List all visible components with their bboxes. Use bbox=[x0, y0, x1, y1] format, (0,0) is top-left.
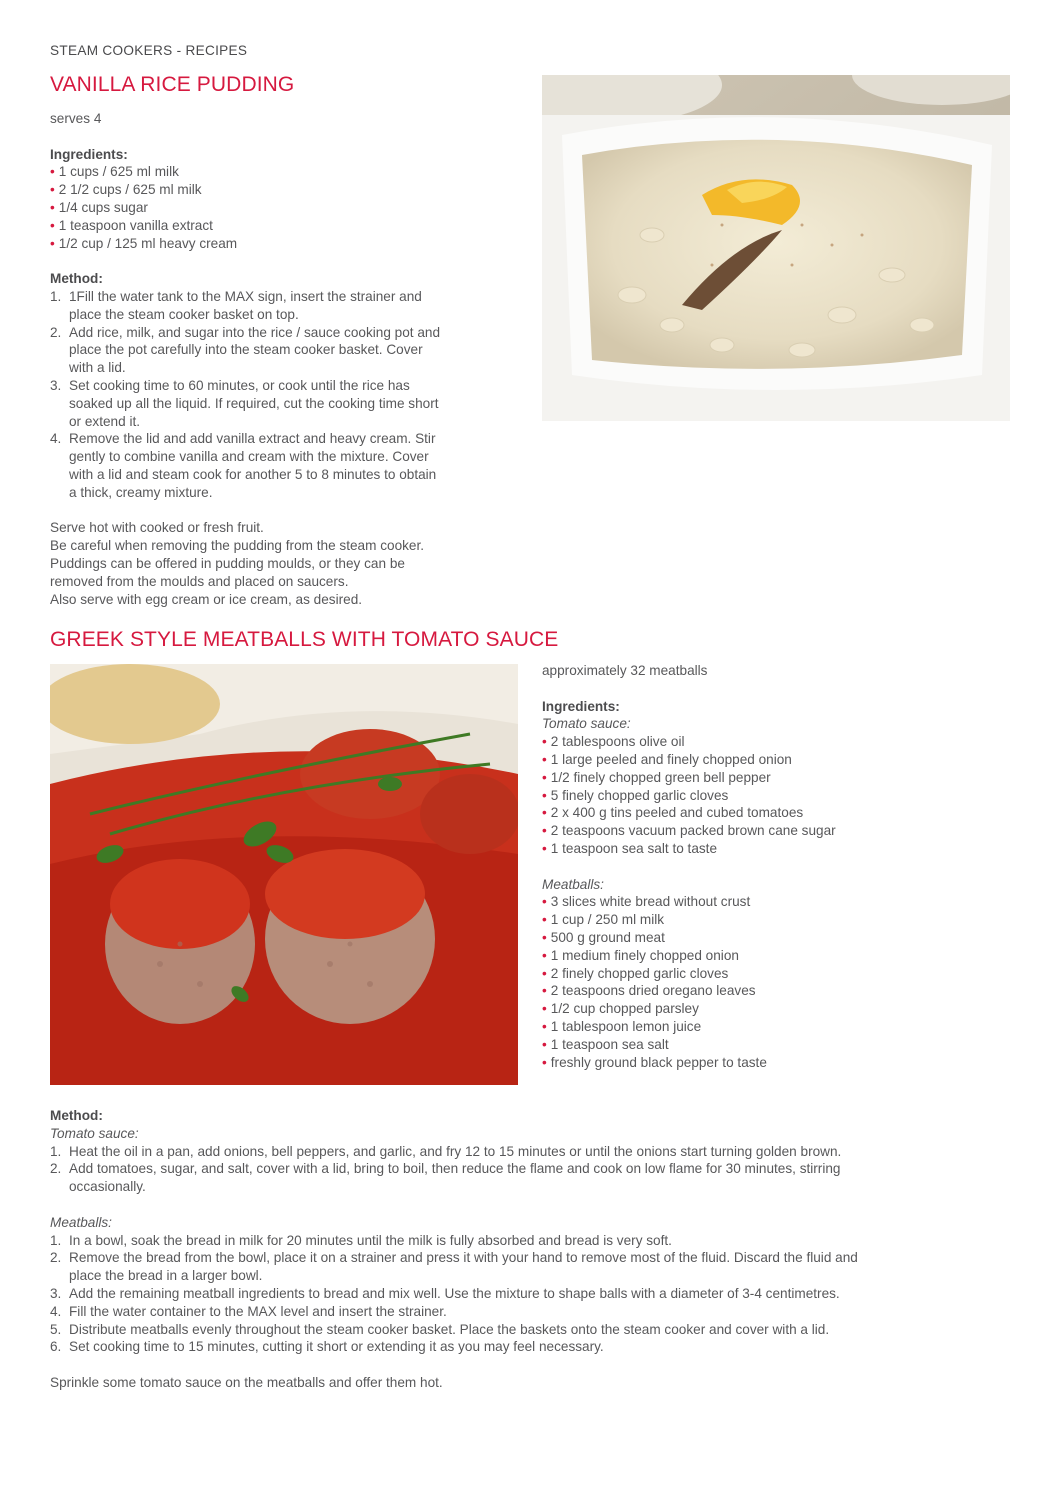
bullet-icon: • bbox=[542, 823, 547, 839]
method-meatballs-subheading: Meatballs: bbox=[50, 1214, 112, 1230]
ingredient-text: freshly ground black pepper to taste bbox=[550, 1054, 767, 1070]
ingredient-item bbox=[542, 787, 1012, 805]
step-text-line: a thick, creamy mixture. bbox=[69, 484, 213, 500]
ingredient-text: 2 teaspoons vacuum packed brown cane sugar bbox=[550, 823, 836, 839]
bullet-icon: • bbox=[542, 840, 547, 856]
step-text-line: Set cooking time to 15 minutes, cutting it short or extending it as you may feel necessary. bbox=[69, 1339, 604, 1355]
step-number: 3. bbox=[50, 377, 62, 393]
ingredient-text: 1 cups / 625 ml milk bbox=[58, 164, 179, 180]
ingredient-item bbox=[542, 1018, 1012, 1036]
bullet-icon: • bbox=[50, 217, 55, 233]
recipe-rice-pudding-body bbox=[50, 110, 520, 608]
ingredient-text: 1 cup / 250 ml milk bbox=[550, 912, 665, 928]
ingredient-item bbox=[50, 181, 520, 199]
note-line: removed from the moulds and placed on saucers. bbox=[50, 573, 349, 589]
ingredient-item bbox=[50, 163, 520, 181]
ingredient-text: 1/2 finely chopped green bell pepper bbox=[550, 769, 771, 785]
method-step bbox=[50, 1303, 1020, 1321]
ingredient-text: 1/2 cup / 125 ml heavy cream bbox=[58, 235, 238, 251]
step-text-line: place the pot carefully into the steam cooker basket. Cover bbox=[69, 342, 423, 358]
ingredient-item bbox=[542, 947, 1012, 965]
serves-text: serves 4 bbox=[50, 111, 102, 126]
recipe-meatballs-method bbox=[50, 1107, 1020, 1392]
step-number: 1. bbox=[50, 1232, 62, 1248]
bullet-icon: • bbox=[542, 769, 547, 785]
step-text-line: place the steam cooker basket on top. bbox=[69, 306, 299, 322]
ingredient-item bbox=[50, 235, 520, 253]
note-line: Be careful when removing the pudding from the steam cooker. bbox=[50, 538, 425, 554]
step-text-line: Add tomatoes, sugar, and salt, cover with a lid, bring to boil, then reduce the flame and cook on low flame for 30 minutes, stirring bbox=[69, 1161, 841, 1177]
bullet-icon: • bbox=[542, 787, 547, 803]
ingredient-text: 1 teaspoon sea salt bbox=[550, 1036, 669, 1052]
ingredient-text: 5 finely chopped garlic cloves bbox=[550, 787, 729, 803]
ingredient-item bbox=[50, 199, 520, 217]
ingredient-item bbox=[542, 893, 1012, 911]
step-number: 4. bbox=[50, 1303, 62, 1319]
ingredient-text: 3 slices white bread without crust bbox=[550, 894, 751, 910]
method-step bbox=[50, 430, 520, 501]
ingredient-text: 2 1/2 cups / 625 ml milk bbox=[58, 182, 202, 198]
bullet-icon: • bbox=[50, 199, 55, 215]
ingredient-item bbox=[542, 929, 1012, 947]
meatballs-subheading: Meatballs: bbox=[542, 876, 604, 892]
method-sauce-subheading: Tomato sauce: bbox=[50, 1125, 139, 1141]
step-text-line: soaked up all the liquid. If required, cut the cooking time short bbox=[69, 395, 439, 411]
ingredient-text: 1 tablespoon lemon juice bbox=[550, 1018, 702, 1034]
method-list bbox=[50, 288, 520, 502]
ingredient-text: 1 teaspoon sea salt to taste bbox=[550, 840, 718, 856]
bullet-icon: • bbox=[542, 734, 547, 750]
ingredients-heading: Ingredients: bbox=[542, 698, 620, 714]
bullet-icon: • bbox=[542, 1054, 547, 1070]
bullet-icon: • bbox=[542, 1001, 547, 1017]
step-text-line: Set cooking time to 60 minutes, or cook until the rice has bbox=[69, 377, 410, 393]
step-text-line: Add rice, milk, and sugar into the rice / sauce cooking pot and bbox=[69, 324, 441, 340]
step-number: 6. bbox=[50, 1339, 62, 1355]
bullet-icon: • bbox=[542, 1036, 547, 1052]
method-step bbox=[50, 1321, 1020, 1339]
step-number: 2. bbox=[50, 1161, 62, 1177]
method-step bbox=[50, 1338, 1020, 1356]
method-step bbox=[50, 1143, 1020, 1161]
bullet-icon: • bbox=[50, 182, 55, 198]
method-heading: Method: bbox=[50, 271, 103, 287]
meatball-ingredients-list bbox=[542, 893, 1012, 1071]
ingredient-item bbox=[542, 751, 1012, 769]
closing-note: Sprinkle some tomato sauce on the meatballs and offer them hot. bbox=[50, 1374, 443, 1390]
step-text-line: Fill the water container to the MAX level and insert the strainer. bbox=[69, 1303, 447, 1319]
recipe-title-rice-pudding: VANILLA RICE PUDDING bbox=[50, 73, 295, 96]
ingredient-text: 2 x 400 g tins peeled and cubed tomatoes bbox=[550, 805, 804, 821]
yield-text: approximately 32 meatballs bbox=[542, 663, 708, 678]
ingredient-item bbox=[542, 733, 1012, 751]
method-step bbox=[50, 1285, 1020, 1303]
bullet-icon: • bbox=[542, 983, 547, 999]
step-text-line: gently to combine vanilla and cream with the mixture. Cover bbox=[69, 449, 429, 465]
step-number: 2. bbox=[50, 324, 62, 340]
ingredient-item bbox=[542, 965, 1012, 983]
step-text-line: occasionally. bbox=[69, 1179, 146, 1195]
step-number: 5. bbox=[50, 1321, 62, 1337]
ingredients-heading: Ingredients: bbox=[50, 146, 128, 162]
rice-pudding-photo bbox=[542, 75, 1010, 421]
step-text-line: Distribute meatballs evenly throughout the steam cooker basket. Place the baskets onto the steam cooker and cover with a lid. bbox=[69, 1321, 830, 1337]
bullet-icon: • bbox=[50, 164, 55, 180]
step-number: 4. bbox=[50, 431, 62, 447]
ingredient-item bbox=[542, 769, 1012, 787]
bullet-icon: • bbox=[542, 929, 547, 945]
bullet-icon: • bbox=[542, 805, 547, 821]
method-step bbox=[50, 377, 520, 430]
bullet-icon: • bbox=[542, 965, 547, 981]
bullet-icon: • bbox=[542, 894, 547, 910]
ingredient-text: 1 medium finely chopped onion bbox=[550, 947, 739, 963]
method-heading: Method: bbox=[50, 1108, 103, 1123]
sauce-ingredients-list bbox=[542, 733, 1012, 858]
bullet-icon: • bbox=[542, 751, 547, 767]
ingredient-item bbox=[542, 1054, 1012, 1072]
step-text-line: Remove the bread from the bowl, place it on a strainer and press it with your hand to remove most of the fluid. Discard the fluid and bbox=[69, 1250, 858, 1266]
ingredient-item bbox=[542, 1000, 1012, 1018]
ingredient-item bbox=[542, 1036, 1012, 1054]
step-text-line: Heat the oil in a pan, add onions, bell peppers, and garlic, and fry 12 to 15 minutes or until the onions start turning golden brown. bbox=[69, 1143, 842, 1159]
step-text-line: 1Fill the water tank to the MAX sign, insert the strainer and bbox=[69, 288, 422, 304]
meatballs-photo bbox=[50, 664, 518, 1085]
bullet-icon: • bbox=[542, 912, 547, 928]
step-text-line: In a bowl, soak the bread in milk for 20 minutes until the milk is fully absorbed and bread is very soft. bbox=[69, 1232, 672, 1248]
method-meatballs-list bbox=[50, 1232, 1020, 1357]
sauce-subheading: Tomato sauce: bbox=[542, 716, 631, 732]
ingredient-text: 1/4 cups sugar bbox=[58, 199, 148, 215]
step-number: 3. bbox=[50, 1285, 62, 1301]
ingredient-text: 2 finely chopped garlic cloves bbox=[550, 965, 729, 981]
ingredient-item bbox=[50, 217, 520, 235]
step-text-line: with a lid and steam cook for another 5 to 8 minutes to obtain bbox=[69, 466, 437, 482]
step-text-line: place the bread in a larger bowl. bbox=[69, 1268, 263, 1284]
ingredient-text: 1 large peeled and finely chopped onion bbox=[550, 751, 792, 767]
ingredient-text: 1/2 cup chopped parsley bbox=[550, 1001, 699, 1017]
recipe-meatballs-ingredients bbox=[542, 662, 1012, 1071]
step-number: 2. bbox=[50, 1250, 62, 1266]
ingredients-list bbox=[50, 163, 520, 252]
note-line: Serve hot with cooked or fresh fruit. bbox=[50, 520, 264, 536]
method-step bbox=[50, 324, 520, 377]
bullet-icon: • bbox=[542, 947, 547, 963]
step-number: 1. bbox=[50, 288, 62, 304]
ingredient-text: 2 teaspoons dried oregano leaves bbox=[550, 983, 756, 999]
method-step bbox=[50, 1160, 1020, 1196]
step-text-line: with a lid. bbox=[69, 360, 126, 376]
recipe-title-meatballs: GREEK STYLE MEATBALLS WITH TOMATO SAUCE bbox=[50, 628, 559, 651]
bullet-icon: • bbox=[542, 1018, 547, 1034]
ingredient-text: 1 teaspoon vanilla extract bbox=[58, 217, 213, 233]
method-step bbox=[50, 1249, 1020, 1285]
step-text-line: Add the remaining meatball ingredients to bread and mix well. Use the mixture to shape balls with a diameter of 3-4 centimetres. bbox=[69, 1285, 840, 1301]
step-number: 1. bbox=[50, 1143, 62, 1159]
ingredient-text: 2 tablespoons olive oil bbox=[550, 734, 685, 750]
ingredient-item bbox=[542, 804, 1012, 822]
step-text-line: Remove the lid and add vanilla extract and heavy cream. Stir bbox=[69, 431, 436, 447]
ingredient-text: 500 g ground meat bbox=[550, 929, 665, 945]
ingredient-item bbox=[542, 911, 1012, 929]
ingredient-item bbox=[542, 840, 1012, 858]
ingredient-item bbox=[542, 822, 1012, 840]
method-step bbox=[50, 288, 520, 324]
ingredient-item bbox=[542, 982, 1012, 1000]
method-sauce-list bbox=[50, 1143, 1020, 1196]
note-line: Puddings can be offered in pudding moulds, or they can be bbox=[50, 555, 405, 571]
step-text-line: or extend it. bbox=[69, 413, 141, 429]
bullet-icon: • bbox=[50, 235, 55, 251]
page-header: STEAM COOKERS - RECIPES bbox=[50, 43, 248, 58]
note-line: Also serve with egg cream or ice cream, as desired. bbox=[50, 591, 363, 607]
serving-notes bbox=[50, 519, 520, 608]
method-step bbox=[50, 1232, 1020, 1250]
